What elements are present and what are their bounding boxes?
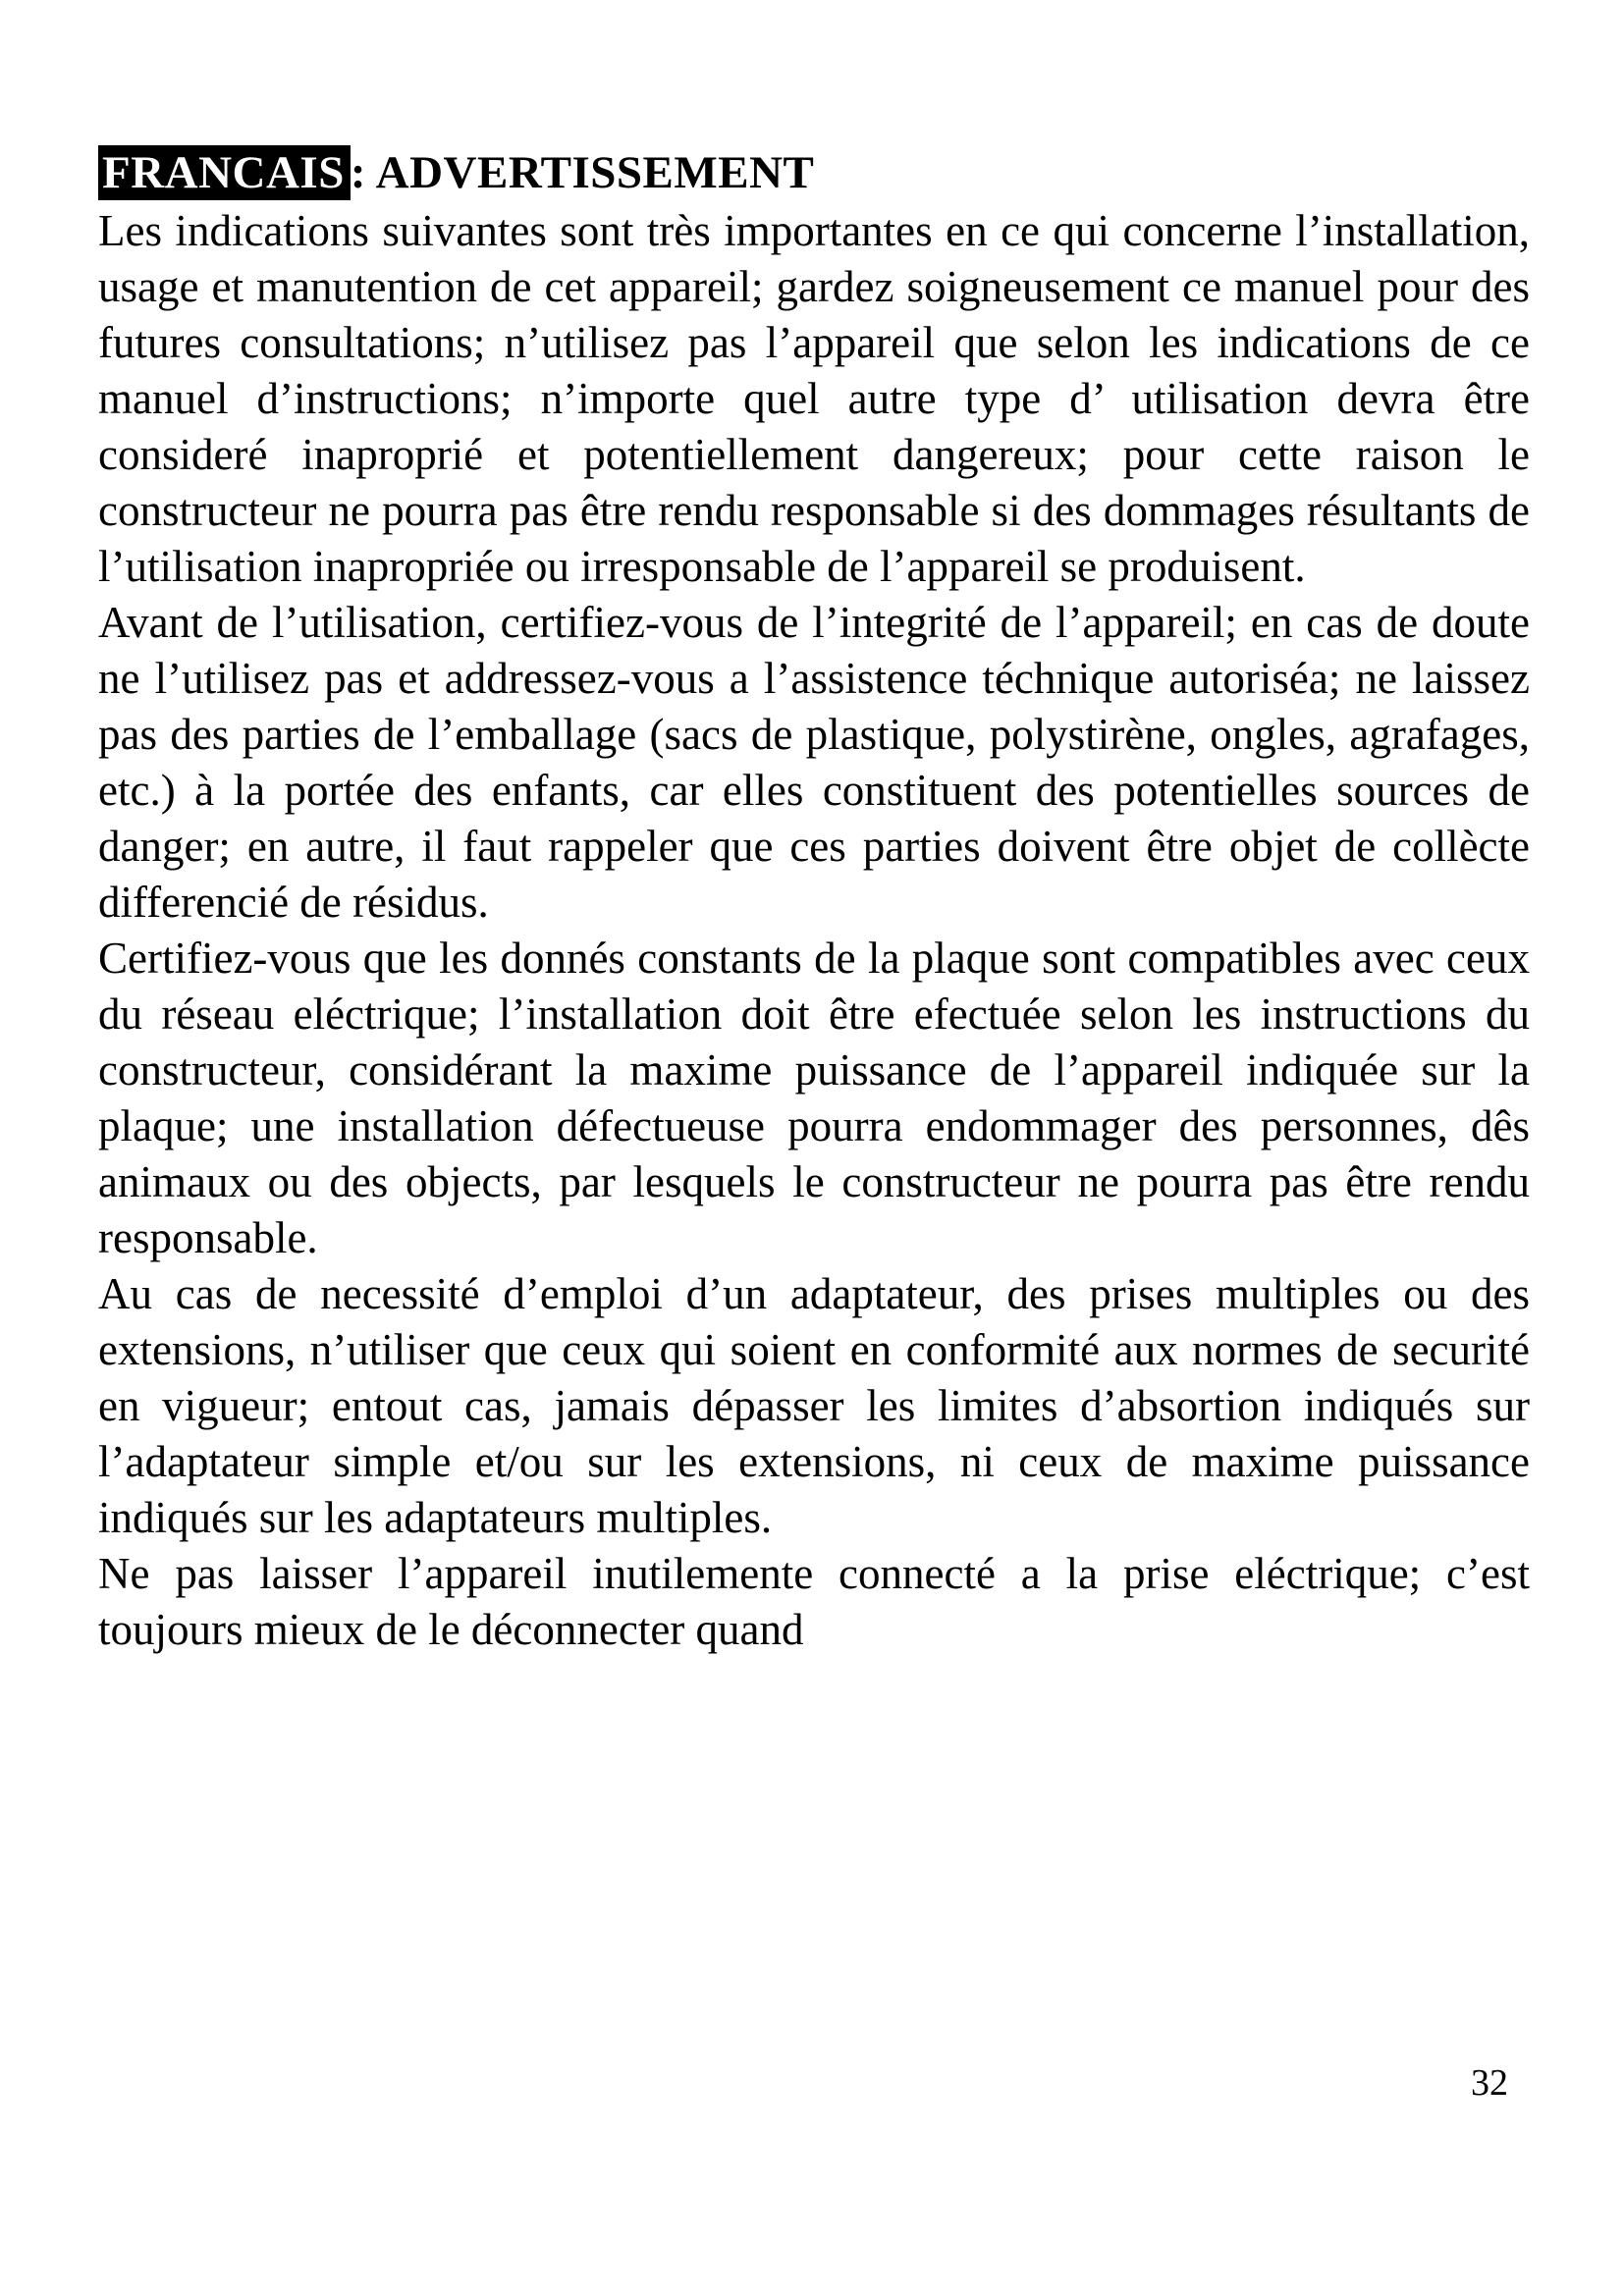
paragraph-warnings-general: Les indications suivantes sont très importantes en ce qui concerne l’installation, usage et manutention de cet appareil; gardez soigneusement ce manuel pour des futures consultations; n’utilisez pas l’appareil que selon les indications de ce manuel d’instructions; n’importe quel autre type d’ utilisation devra être consideré inaproprié et potentiellement dangereux; pour cette raison le constructeur ne pourra pas être rendu responsable si des dommages résultants de l’utilisation inapropriée ou irresponsable de l’appareil se produisent. xyxy=(98,206,1530,591)
heading-language-label: FRANCAIS xyxy=(98,145,351,200)
paragraph-integrity-check: Avant de l’utilisation, certifiez-vous de l’integrité de l’appareil; en cas de doute ne l’utilisez pas et addressez-vous a l’assistence téchnique autoriséa; ne laissez pas des parties de l’emballage (sacs de plastique, polystirène, ongles, agrafages, etc.) à la portée des enfants, car elles constituent des potentielles sources de danger; en autre, il faut rappeler que ces parties doivent être objet de collècte differencié de résidus. xyxy=(98,598,1530,927)
text-column xyxy=(98,145,1530,1658)
paragraph-adapter-use: Au cas de necessité d’emploi d’un adaptateur, des prises multiples ou des extensions, n’utiliser que ceux qui soient en conformité aux normes de securité en vigueur; entout cas, jamais dépasser les limites d’absortion indiqués sur l’adaptateur simple et/ou sur les extensions, ni ceux de maxime puissance indiqués sur les adaptateurs multiples. xyxy=(98,1269,1530,1542)
section-heading xyxy=(98,145,1530,201)
heading-title: : ADVERTISSEMENT xyxy=(350,147,815,198)
page-number: 32 xyxy=(1471,2062,1508,2104)
paragraph-plate-data: Certifiez-vous que les donnés constants de la plaque sont compatibles avec ceux du réseau eléctrique; l’installation doit être efectuée selon les instructions du constructeur, considérant la maxime puissance de l’appareil indiquée sur la plaque; une installation défectueuse pourra endommager des personnes, dês animaux ou des objects, par lesquels le constructeur ne pourra pas être rendu responsable. xyxy=(98,934,1530,1262)
paragraph-disconnect: Ne pas laisser l’appareil inutilemente connecté a la prise eléctrique; c’est toujours mieux de le déconnecter quand xyxy=(98,1549,1530,1654)
